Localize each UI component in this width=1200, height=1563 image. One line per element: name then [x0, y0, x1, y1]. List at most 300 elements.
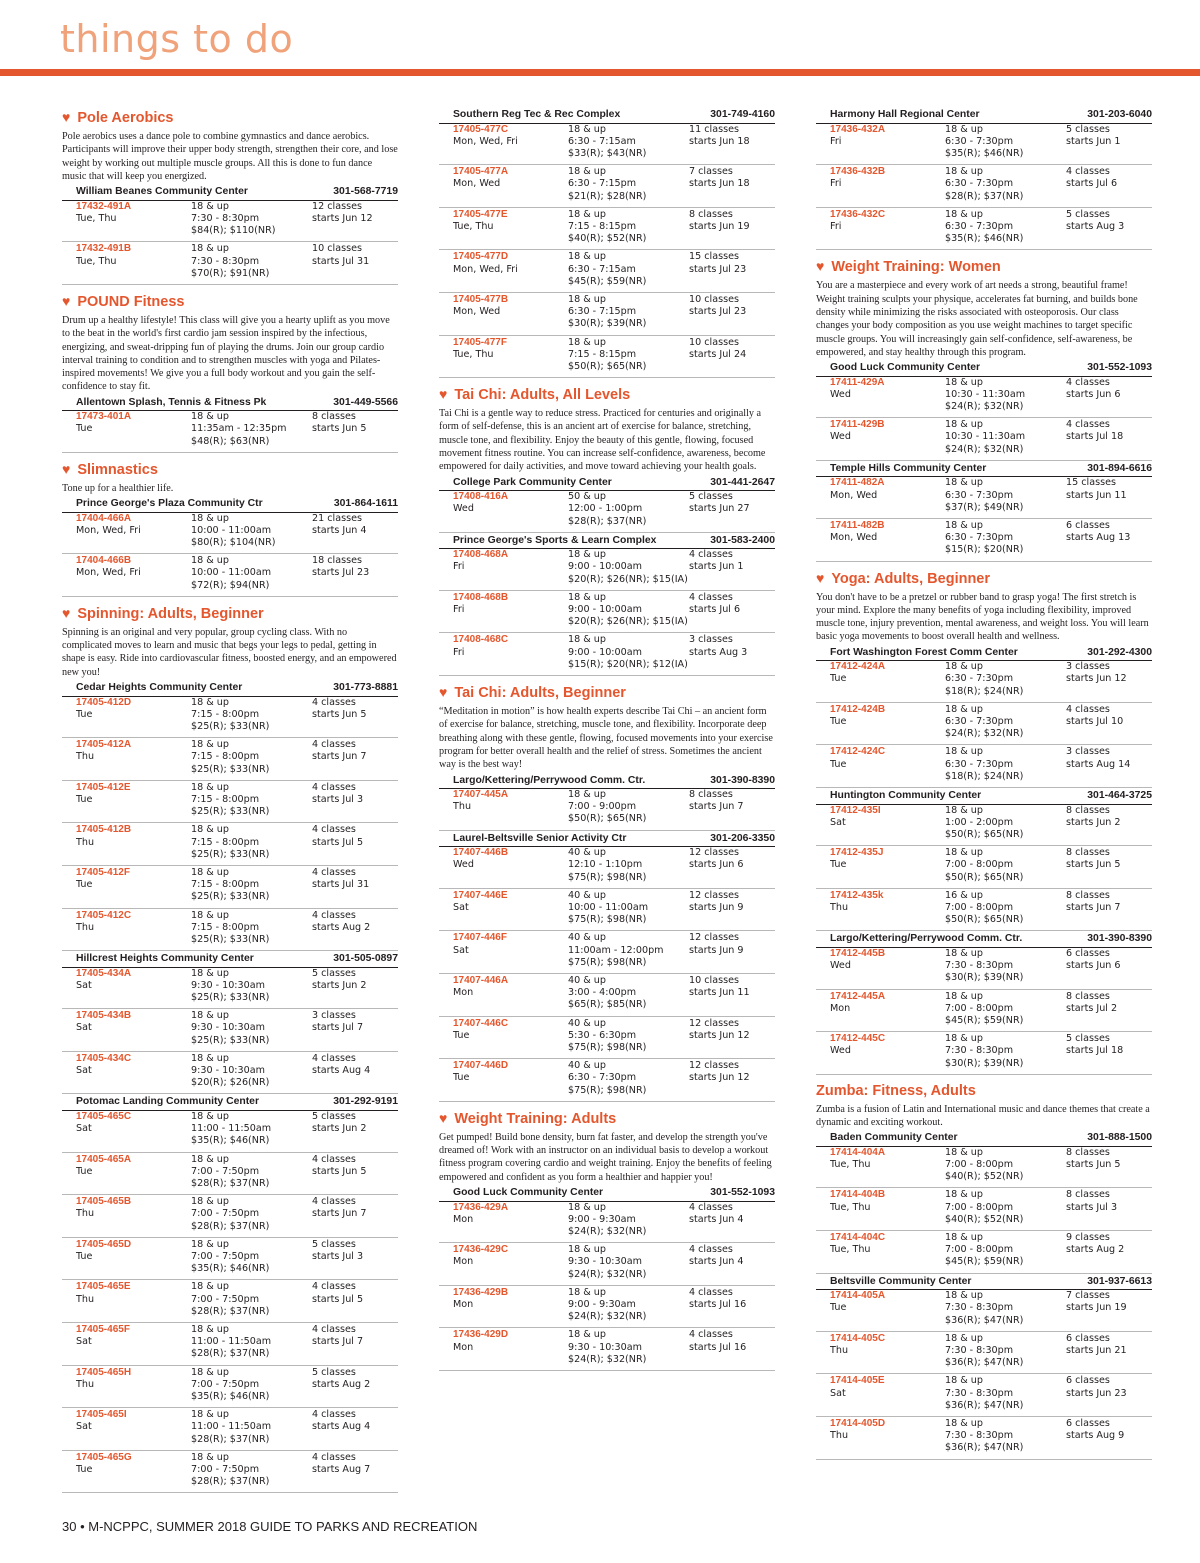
class-code[interactable]: 17436-429B [453, 1286, 509, 1298]
class-code[interactable]: 17414-405E [830, 1375, 885, 1387]
class-count: 4 classes [312, 1052, 356, 1064]
class-start: starts Aug 3 [1066, 220, 1125, 232]
class-sessions-cell [689, 294, 775, 331]
class-code[interactable]: 17412-424A [830, 661, 886, 673]
class-age: 18 & up [945, 376, 983, 388]
class-days: Mon [830, 1002, 851, 1014]
class-code[interactable]: 17411-429A [830, 376, 885, 388]
class-row [62, 1324, 398, 1366]
class-count: 11 classes [689, 123, 739, 135]
venue-name: Prince George's Sports & Learn Complex [453, 534, 657, 546]
class-start: starts Jun 5 [312, 423, 367, 435]
class-row [62, 824, 398, 866]
class-row [62, 867, 398, 909]
class-schedule-cell [191, 1324, 312, 1361]
class-days: Tue [76, 1464, 93, 1476]
class-count: 6 classes [1066, 519, 1110, 531]
class-time: 9:00 - 10:00am [568, 561, 642, 573]
section-description: Get pumped! Build bone density, burn fat faster, and develop the strength you've dreamed of! Work with an instructor on an individual basis to develop a workout fitness program covering cardio and weight training. Enjoy the benefits of feeling empowered and confident as you form a healthier and happier you! [439, 1131, 772, 1183]
class-code[interactable]: 17404-466A [76, 512, 132, 524]
class-count: 3 classes [689, 634, 733, 646]
class-row [62, 1409, 398, 1451]
heart-icon: ♥ [62, 109, 71, 125]
class-schedule-cell [191, 739, 312, 776]
class-time: 7:15 - 8:00pm [191, 921, 260, 933]
class-code[interactable]: 17412-435k [830, 889, 884, 901]
class-code[interactable]: 17405-412A [76, 739, 132, 751]
class-row [439, 166, 775, 208]
class-days: Wed [453, 859, 474, 871]
class-code[interactable]: 17405-465A [76, 1153, 132, 1165]
class-code[interactable]: 17405-465G [76, 1451, 132, 1463]
class-start: starts Jul 2 [1066, 1002, 1118, 1014]
class-time: 7:00 - 7:50pm [191, 1251, 260, 1263]
class-code[interactable]: 17407-446C [453, 1017, 509, 1029]
class-code[interactable]: 17405-465C [76, 1110, 132, 1122]
class-start: starts Jun 4 [689, 1256, 744, 1268]
class-sessions-cell [1066, 890, 1152, 927]
venue-phone: 301-773-8881 [333, 682, 398, 693]
class-code[interactable]: 17405-434A [76, 967, 132, 979]
class-code[interactable]: 17473-401A [76, 411, 132, 423]
venue-header [816, 646, 1152, 662]
class-start: starts Jul 16 [689, 1298, 747, 1310]
class-start: starts Jul 23 [312, 567, 370, 579]
class-days: Tue, Thu [830, 1201, 871, 1213]
class-code[interactable]: 17405-434C [76, 1052, 132, 1064]
heart-icon: ♥ [62, 292, 71, 309]
class-code[interactable]: 17407-446B [453, 847, 509, 859]
venue-header [816, 1131, 1152, 1147]
class-code[interactable]: 17412-424B [830, 703, 886, 715]
class-row [439, 1244, 775, 1286]
class-count: 4 classes [312, 1451, 356, 1463]
class-age: 18 & up [191, 1153, 229, 1165]
class-code[interactable]: 17405-465F [76, 1324, 130, 1336]
class-sessions-cell [1066, 1189, 1152, 1226]
class-id-cell [830, 991, 945, 1028]
class-fee: $28(R); $37(NR) [191, 1433, 270, 1445]
class-code[interactable]: 17432-491A [76, 200, 132, 212]
class-start: starts Jun 9 [689, 901, 744, 913]
class-row [816, 419, 1152, 461]
class-code[interactable]: 17405-412E [76, 781, 131, 793]
class-count: 9 classes [1066, 1232, 1110, 1244]
class-code[interactable]: 17405-412D [76, 696, 132, 708]
class-row [439, 251, 775, 293]
class-start: starts Jul 31 [312, 255, 370, 267]
class-sessions-cell [689, 847, 775, 884]
class-row [62, 201, 398, 243]
class-row [816, 805, 1152, 847]
class-id-cell [453, 1244, 568, 1281]
class-schedule-cell [191, 411, 312, 448]
class-count: 4 classes [689, 1286, 733, 1298]
class-id-cell [453, 1060, 568, 1097]
class-start: starts Jun 5 [312, 708, 367, 720]
class-code[interactable]: 17436-429C [453, 1244, 509, 1256]
class-code[interactable]: 17407-446D [453, 1060, 509, 1072]
class-id-cell [453, 337, 568, 374]
class-start: starts Aug 14 [1066, 758, 1131, 770]
class-count: 21 classes [312, 512, 362, 524]
class-sessions-cell [689, 1202, 775, 1239]
class-schedule-cell [191, 1281, 312, 1318]
class-id-cell [76, 1281, 191, 1318]
class-start: starts Jun 7 [312, 751, 367, 763]
class-id-cell [453, 975, 568, 1012]
class-fee: $24(R); $32(NR) [945, 401, 1024, 413]
class-code[interactable]: 17412-435J [830, 847, 884, 859]
class-schedule-cell [568, 209, 689, 246]
venue-header [816, 932, 1152, 948]
class-fee: $45(R); $59(NR) [568, 275, 647, 287]
class-fee: $36(R); $47(NR) [945, 1314, 1024, 1326]
class-count: 18 classes [312, 555, 362, 567]
class-row [816, 1418, 1152, 1460]
class-schedule-cell [945, 1232, 1066, 1269]
class-days: Thu [76, 1208, 95, 1220]
class-code[interactable]: 17405-412F [76, 866, 130, 878]
class-sessions-cell [1066, 166, 1152, 203]
class-id-cell [830, 1189, 945, 1226]
class-age: 18 & up [945, 990, 983, 1002]
class-row [816, 377, 1152, 419]
venue-header [439, 476, 775, 492]
class-time: 6:30 - 7:30pm [945, 178, 1014, 190]
class-code[interactable]: 17412-445B [830, 947, 886, 959]
class-fee: $25(R); $33(NR) [191, 933, 270, 945]
class-code[interactable]: 17432-491B [76, 243, 132, 255]
class-sessions-cell [312, 1409, 398, 1446]
class-count: 10 classes [312, 243, 362, 255]
class-schedule-cell [191, 824, 312, 861]
class-row [62, 1452, 398, 1494]
class-sessions-cell [312, 1281, 398, 1318]
class-schedule-cell [945, 1147, 1066, 1184]
class-age: 18 & up [191, 512, 229, 524]
class-code[interactable]: 17411-482A [830, 477, 885, 489]
class-days: Wed [830, 1045, 851, 1057]
class-days: Wed [830, 388, 851, 400]
class-row [816, 991, 1152, 1033]
class-days: Wed [830, 431, 851, 443]
class-code[interactable]: 17411-482B [830, 519, 885, 531]
class-fee: $48(R); $63(NR) [191, 435, 270, 447]
class-id-cell [76, 555, 191, 592]
class-fee: $20(R); $26(NR); $15(IA) [568, 573, 688, 585]
class-schedule-cell [191, 513, 312, 550]
class-row [439, 209, 775, 251]
class-days: Sat [76, 1123, 92, 1135]
class-age: 40 & up [568, 889, 606, 901]
class-start: starts Jun 19 [689, 220, 750, 232]
class-code[interactable]: 17412-435I [830, 804, 881, 816]
class-count: 4 classes [312, 909, 356, 921]
class-row [62, 910, 398, 952]
class-age: 40 & up [568, 975, 606, 986]
class-time: 10:00 - 11:00am [191, 524, 272, 536]
class-id-cell [830, 847, 945, 884]
class-time: 7:30 - 8:30pm [191, 212, 260, 224]
class-start: starts Jun 1 [1066, 135, 1121, 147]
class-code[interactable]: 17436-432B [830, 166, 886, 178]
class-age: 18 & up [568, 789, 606, 801]
class-code[interactable]: 17405-477D [453, 251, 509, 263]
class-code[interactable]: 17436-429A [453, 1201, 509, 1213]
class-count: 6 classes [1066, 947, 1110, 959]
class-id-cell [76, 201, 191, 238]
class-time: 6:30 - 7:15am [568, 135, 636, 147]
class-id-cell [76, 1111, 191, 1148]
venue-phone: 301-449-5566 [333, 396, 398, 408]
section-title-text: Yoga: Adults, Beginner [831, 570, 991, 587]
class-days: Tue [830, 1302, 847, 1314]
venue-header [62, 497, 398, 513]
class-sessions-cell [312, 1239, 398, 1276]
class-start: starts Jun 6 [1066, 960, 1121, 972]
class-time: 6:30 - 7:30pm [945, 489, 1014, 501]
class-fee: $40(R); $52(NR) [568, 233, 647, 245]
section-title [439, 1109, 775, 1129]
venue-header [439, 832, 775, 848]
class-start: starts Jun 12 [312, 212, 373, 224]
class-fee: $28(R); $37(NR) [191, 1348, 270, 1360]
class-id-cell [830, 1033, 945, 1070]
class-age: 18 & up [568, 634, 606, 646]
class-code[interactable]: 17414-405C [830, 1332, 886, 1344]
class-age: 18 & up [191, 1052, 229, 1064]
venue-header [439, 108, 775, 124]
class-code[interactable]: 17405-477C [453, 123, 509, 135]
class-age: 18 & up [191, 1281, 229, 1293]
class-time: 7:00 - 8:00pm [945, 1244, 1014, 1256]
class-id-cell [830, 661, 945, 698]
class-code[interactable]: 17407-446E [453, 889, 508, 901]
class-code[interactable]: 17407-446F [453, 932, 507, 944]
section-title [62, 108, 398, 128]
class-sessions-cell [1066, 419, 1152, 456]
heart-icon: ♥ [816, 258, 825, 275]
class-start: starts Jun 18 [689, 178, 750, 190]
class-code[interactable]: 17408-468C [453, 634, 509, 646]
class-time: 7:00 - 8:00pm [945, 859, 1014, 871]
class-code[interactable]: 17414-404C [830, 1232, 886, 1244]
class-schedule-cell [191, 201, 312, 238]
class-days: Sat [76, 979, 92, 991]
class-days: Mon, Wed [453, 178, 501, 190]
class-code[interactable]: 17405-465H [76, 1366, 132, 1378]
class-code[interactable]: 17407-445A [453, 789, 509, 801]
class-start: starts Jun 12 [689, 1072, 750, 1084]
class-count: 6 classes [1066, 1417, 1110, 1429]
venue-header [816, 1275, 1152, 1291]
class-schedule-cell [945, 1418, 1066, 1455]
class-count: 7 classes [1066, 1290, 1110, 1302]
class-time: 7:30 - 8:30pm [945, 1344, 1014, 1356]
class-fee: $30(R); $39(NR) [945, 972, 1024, 984]
class-sessions-cell [312, 411, 398, 448]
class-fee: $30(R); $39(NR) [568, 318, 647, 330]
class-code[interactable]: 17414-405D [830, 1417, 886, 1429]
venue-phone: 301-583-2400 [710, 534, 775, 546]
class-fee: $28(R); $37(NR) [945, 190, 1024, 202]
class-time: 6:30 - 7:30pm [945, 135, 1014, 147]
class-row [816, 704, 1152, 746]
class-age: 40 & up [568, 1017, 606, 1029]
class-count: 6 classes [1066, 1375, 1110, 1387]
class-code[interactable]: 17405-465D [76, 1238, 132, 1250]
heart-icon: ♥ [439, 386, 448, 403]
class-row [62, 697, 398, 739]
class-days: Mon [453, 1213, 474, 1225]
class-code[interactable]: 17408-468A [453, 549, 509, 561]
class-row [439, 491, 775, 533]
class-fee: $35(R); $46(NR) [191, 1263, 270, 1275]
class-age: 18 & up [191, 1196, 229, 1208]
class-schedule-cell [945, 805, 1066, 842]
class-code[interactable]: 17405-477B [453, 293, 509, 305]
class-row [816, 209, 1152, 251]
class-sessions-cell [312, 513, 398, 550]
class-schedule-cell [945, 419, 1066, 456]
class-code[interactable]: 17404-466B [76, 555, 132, 567]
class-code[interactable]: 17405-434B [76, 1010, 132, 1022]
class-code[interactable]: 17412-424C [830, 746, 886, 758]
class-days: Mon, Wed, Fri [76, 524, 141, 536]
class-code[interactable]: 17407-446A [453, 975, 509, 986]
class-days: Tue [453, 1029, 470, 1041]
class-days: Fri [830, 135, 842, 147]
class-time: 7:15 - 8:15pm [568, 348, 637, 360]
section-title-text: Pole Aerobics [77, 110, 174, 126]
class-age: 18 & up [191, 411, 229, 423]
class-row [62, 1010, 398, 1052]
class-row [439, 337, 775, 379]
class-time: 7:00 - 8:00pm [945, 1201, 1014, 1213]
class-fee: $25(R); $33(NR) [191, 992, 270, 1004]
class-count: 8 classes [1066, 990, 1110, 1002]
class-code[interactable]: 17414-404A [830, 1146, 886, 1158]
class-fee: $35(R); $46(NR) [191, 1135, 270, 1147]
class-schedule-cell [568, 1244, 689, 1281]
heart-icon: ♥ [439, 1109, 448, 1126]
class-code[interactable]: 17412-445C [830, 1033, 886, 1045]
class-row [816, 1290, 1152, 1332]
class-id-cell [830, 1375, 945, 1412]
class-days: Tue, Thu [76, 212, 117, 224]
class-start: starts Jun 7 [689, 801, 744, 813]
class-count: 15 classes [689, 251, 739, 263]
class-id-cell [76, 1010, 191, 1047]
class-age: 18 & up [568, 251, 606, 263]
class-age: 18 & up [568, 293, 606, 305]
class-sessions-cell [689, 166, 775, 203]
class-code[interactable]: 17405-477E [453, 208, 508, 220]
class-code[interactable]: 17405-477A [453, 166, 509, 178]
class-time: 7:00 - 7:50pm [191, 1208, 260, 1220]
class-age: 18 & up [568, 166, 606, 178]
class-time: 7:00 - 7:50pm [191, 1165, 260, 1177]
class-id-cell [453, 1202, 568, 1239]
class-code[interactable]: 17436-429D [453, 1329, 509, 1341]
class-code[interactable]: 17412-445A [830, 990, 886, 1002]
class-fee: $45(R); $59(NR) [945, 1256, 1024, 1268]
class-fee: $21(R); $28(NR) [568, 190, 647, 202]
class-schedule-cell [191, 697, 312, 734]
venue-name: William Beanes Community Center [76, 186, 248, 198]
class-age: 18 & up [945, 1375, 983, 1387]
class-age: 18 & up [945, 166, 983, 178]
class-sessions-cell [312, 1111, 398, 1148]
class-code[interactable]: 17405-477F [453, 336, 507, 348]
class-sessions-cell [312, 910, 398, 947]
venue-phone: 301-206-3350 [710, 832, 775, 844]
class-code[interactable]: 17408-416A [453, 491, 509, 503]
class-code[interactable]: 17405-465E [76, 1281, 131, 1293]
class-start: starts Jun 11 [689, 987, 750, 999]
class-days: Sat [76, 1421, 92, 1433]
class-time: 7:00 - 8:00pm [945, 1159, 1014, 1171]
class-code[interactable]: 17414-405A [830, 1290, 886, 1302]
class-sessions-cell [689, 549, 775, 586]
class-id-cell [453, 634, 568, 671]
class-code[interactable]: 17405-465I [76, 1409, 127, 1421]
class-start: starts Jun 2 [1066, 816, 1121, 828]
class-age: 18 & up [191, 555, 229, 567]
class-id-cell [830, 948, 945, 985]
class-code[interactable]: 17436-432C [830, 208, 886, 220]
class-days: Tue, Thu [830, 1244, 871, 1256]
class-code[interactable]: 17408-468B [453, 591, 509, 603]
class-time: 10:30 - 11:30am [945, 388, 1026, 400]
section-description: You are a masterpiece and every work of art needs a strong, beautiful frame! Weight training sculpts your physique, accelerates fat burning, and builds bone density while minimizing the risks associated with osteoporosis. Our class changes your body composition as you use weight machines to target specific muscle groups. You will increasingly gain self-confidence, self-awareness, be empowered, and stay healthy through this program. [816, 280, 1138, 358]
venue-phone: 301-552-1093 [1087, 362, 1152, 374]
class-id-cell [830, 124, 945, 161]
class-code[interactable]: 17405-412B [76, 824, 132, 836]
class-time: 1:00 - 2:00pm [945, 816, 1014, 828]
class-row [62, 1239, 398, 1281]
venue-phone: 301-864-1611 [333, 498, 398, 510]
class-time: 6:30 - 7:30pm [945, 758, 1014, 770]
class-code[interactable]: 17405-465B [76, 1196, 132, 1208]
class-days: Mon, Wed [830, 532, 878, 544]
class-time: 5:30 - 6:30pm [568, 1029, 637, 1041]
class-age: 18 & up [945, 746, 983, 758]
class-schedule-cell [191, 1196, 312, 1233]
class-schedule-cell [568, 491, 689, 528]
class-count: 12 classes [689, 1060, 739, 1072]
class-code[interactable]: 17436-432A [830, 123, 886, 135]
class-code[interactable]: 17414-404B [830, 1189, 886, 1201]
class-time: 7:30 - 8:30pm [945, 960, 1014, 972]
class-row [62, 1281, 398, 1323]
class-count: 4 classes [689, 1329, 733, 1341]
class-sessions-cell [312, 1367, 398, 1404]
class-row [439, 1202, 775, 1244]
venue-name: Largo/Kettering/Perrywood Comm. Ctr. [830, 933, 1023, 945]
class-days: Mon, Wed [830, 489, 878, 501]
class-fee: $25(R); $33(NR) [191, 891, 270, 903]
class-schedule-cell [945, 477, 1066, 514]
class-code[interactable]: 17411-429B [830, 419, 885, 431]
class-count: 4 classes [312, 1324, 356, 1336]
class-time: 7:00 - 8:00pm [945, 1002, 1014, 1014]
class-code[interactable]: 17405-412C [76, 909, 132, 921]
class-schedule-cell [568, 1018, 689, 1055]
class-age: 50 & up [568, 491, 606, 503]
class-time: 9:00 - 9:30am [568, 1298, 636, 1310]
